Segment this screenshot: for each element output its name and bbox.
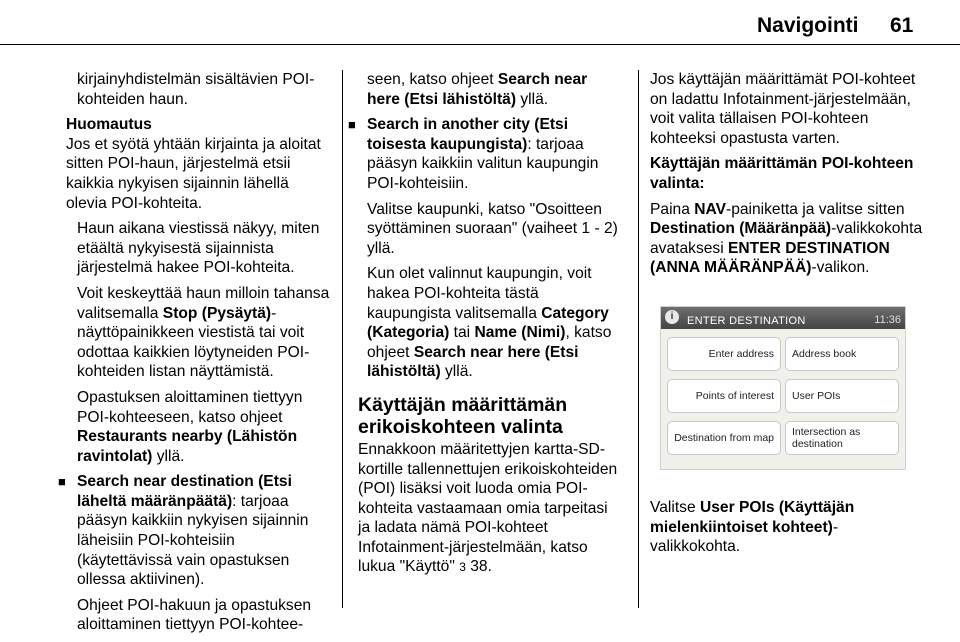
paragraph: Voit keskeyttää haun milloin tahansa valitsemalla Stop (Pysäytä)-näyttöpainikkeen viestistä tai voit odottaa kaikkien löytyneiden POI-kohteiden listan näyttämistä. <box>77 284 330 381</box>
navigation-screenshot <box>652 286 910 484</box>
paragraph: Opastuksen aloittaminen tiettyyn POI-kohteeseen, katso ohjeet Restaurants nearby (Lähistön ravintolat) yllä. <box>77 388 303 465</box>
bullet-icon: ■ <box>58 474 66 490</box>
paragraph: Paina NAV-painiketta ja valitse sitten Destination (Määränpää)-valikkokohta avataksesi ENTER DESTINATION (ANNA MÄÄRÄNPÄÄ)-valikon. <box>650 200 923 277</box>
paragraph: Haun aikana viestissä näkyy, miten etäältä nykyisestä sijainnista järjestelmä hakee POI-kohteita. <box>77 220 320 277</box>
destination-from-map-button[interactable]: Destination from map <box>667 421 781 455</box>
paragraph: Ennakkoon määritettyjen kartta-SD-kortille tallennettujen erikoiskohteiden (POI) lisäksi voit luoda omia POI-kohteita vastaamaan omia tarpeitasi ja ladata nämä POI-kohteet Infotainment-järjestelmään, katso lukua "Käyttö" 3 38. <box>358 440 618 576</box>
page-ref-icon: 3 <box>459 560 466 575</box>
column-2 <box>348 70 624 584</box>
clock: 11:36 <box>874 313 901 326</box>
paragraph: Kun olet valinnut kaupungin, voit hakea POI-kohteita tästä kaupungista valitsemalla Category (Kategoria) tai Name (Nimi), katso ohjeet Search near here (Etsi lähistöltä) yllä. <box>367 265 612 381</box>
column-divider-2 <box>638 70 639 608</box>
header-rule <box>0 44 960 45</box>
paragraph: seen, katso ohjeet Search near here (Etsi lähistöltä) yllä. <box>367 71 588 108</box>
note-heading: Huomautus <box>66 116 152 134</box>
screen-title: ENTER DESTINATION <box>687 314 806 327</box>
list-item: ■ Search near destination (Etsi läheltä määränpäätä): tarjoaa pääsyn kaikkiin nykyisen sijainnin läheisiin POI-kohteisiin (käytettävissä vain opastuksen ollessa aktiivinen). <box>58 473 309 589</box>
paragraph: Valitse User POIs (Käyttäjän mielenkiintoiset kohteet)-valikkokohta. <box>650 498 855 556</box>
paragraph: Valitse kaupunki, katso "Osoitteen syöttäminen suoraan" (vaiheet 1 - 2) yllä. <box>367 200 618 257</box>
sub-heading: Käyttäjän määrittämän POI-kohteen valinta: <box>650 155 914 192</box>
user-pois-button[interactable]: User POIs <box>785 379 899 413</box>
column-1 <box>58 70 330 641</box>
address-book-button[interactable]: Address book <box>785 337 899 371</box>
screen-title-bar <box>661 307 905 329</box>
points-of-interest-button[interactable]: Points of interest <box>667 379 781 413</box>
enter-address-button[interactable]: Enter address <box>667 337 781 371</box>
section-heading: Käyttäjän määrittämän erikoiskohteen valinta <box>358 393 568 438</box>
paragraph: kirjainyhdistelmän sisältävien POI-kohteiden haun. <box>77 71 315 108</box>
paragraph: Jos käyttäjän määrittämät POI-kohteet on ladattu Infotainment-järjestelmään, voit valita tällaisen POI-kohteen kohteeksi opastusta varten. <box>650 71 916 147</box>
note-text: Jos et syötä yhtään kirjainta ja aloitat sitten POI-haun, järjestelmä etsii kaikkia nykyisen sijainnin lähellä olevia POI-kohteita. <box>66 135 321 212</box>
list-item: ■ Search in another city (Etsi toisesta kaupungista): tarjoaa pääsyn kaikkiin valitun kaupungin POI-kohteisiin. <box>348 116 599 192</box>
enter-destination-screen <box>660 306 906 470</box>
bullet-icon: ■ <box>348 117 356 133</box>
page-section-title: Navigointi <box>757 14 859 37</box>
column-divider-1 <box>342 70 343 608</box>
intersection-as-destination-button[interactable]: Intersection as destination <box>785 421 899 455</box>
column-3 <box>650 70 926 563</box>
page-number: 61 <box>890 14 914 37</box>
paragraph: Ohjeet POI-hakuun ja opastuksen aloittaminen tiettyyn POI-kohtee- <box>77 596 312 634</box>
info-icon[interactable]: i <box>665 310 679 324</box>
